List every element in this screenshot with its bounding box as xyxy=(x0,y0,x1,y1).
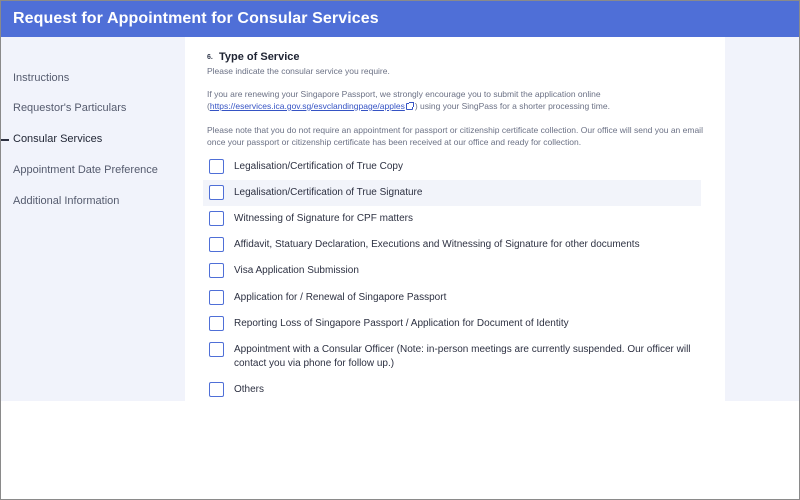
passport-note-before: If you are renewing your Singapore Passport, we strongly encourage you to submit the application online ( xyxy=(207,89,601,111)
header-bar xyxy=(1,1,799,37)
checkbox[interactable] xyxy=(209,263,224,278)
sidebar-item-requestors-particulars[interactable]: Requestor's Particulars xyxy=(13,102,127,114)
option-label: Others xyxy=(234,384,265,395)
form-panel xyxy=(185,37,725,401)
sidebar-item-appointment-date-preference[interactable]: Appointment Date Preference xyxy=(13,164,158,176)
active-indicator xyxy=(1,139,9,141)
checkbox[interactable] xyxy=(209,290,224,305)
checkbox[interactable] xyxy=(209,342,224,357)
option-consular-officer[interactable] xyxy=(203,342,701,370)
checkbox[interactable] xyxy=(209,211,224,226)
option-label: Appointment with a Consular Officer (Note: in-person meetings are currently suspended. Our officer will contact you via phone for follow up.) xyxy=(234,344,691,369)
page-title: Request for Appointment for Consular Services xyxy=(13,10,379,27)
question-title: Type of Service xyxy=(219,51,300,63)
option-label: Legalisation/Certification of True Signature xyxy=(234,187,423,198)
option-cpf-witnessing[interactable] xyxy=(203,211,701,226)
option-true-signature[interactable] xyxy=(203,180,701,206)
passport-note xyxy=(207,88,707,112)
option-true-copy[interactable] xyxy=(203,159,701,174)
checkbox[interactable] xyxy=(209,159,224,174)
checkbox[interactable] xyxy=(209,237,224,252)
collection-note: Please note that you do not require an appointment for passport or citizenship certificate collection. Our office will send you an email once your passport or citizenship certificate has been received at our office and ready for collection. xyxy=(207,125,703,147)
option-label: Legalisation/Certification of True Copy xyxy=(234,161,403,172)
checkbox[interactable] xyxy=(209,382,224,397)
external-link-icon xyxy=(406,103,413,110)
question-number: 6. xyxy=(207,54,213,61)
sidebar-nav xyxy=(1,37,185,401)
sidebar-item-consular-services[interactable]: Consular Services xyxy=(13,133,103,145)
option-others[interactable] xyxy=(203,382,701,397)
option-visa-application[interactable] xyxy=(203,263,701,278)
checkbox[interactable] xyxy=(209,185,224,200)
sidebar-item-additional-information[interactable]: Additional Information xyxy=(13,195,120,207)
option-passport-loss[interactable] xyxy=(203,316,701,331)
sidebar-item-instructions[interactable]: Instructions xyxy=(13,72,70,84)
eservices-link[interactable]: https://eservices.ica.gov.sg/esvclandingpage/apples xyxy=(209,101,405,111)
question-subtitle: Please indicate the consular service you require. xyxy=(207,66,390,76)
passport-note-after: ) using your SingPass for a shorter processing time. xyxy=(414,101,610,111)
option-label: Application for / Renewal of Singapore Passport xyxy=(234,292,447,303)
checkbox[interactable] xyxy=(209,316,224,331)
option-affidavit[interactable] xyxy=(203,237,701,252)
option-label: Reporting Loss of Singapore Passport / Application for Document of Identity xyxy=(234,318,569,329)
option-label: Witnessing of Signature for CPF matters xyxy=(234,213,413,224)
option-label: Visa Application Submission xyxy=(234,265,359,276)
option-passport-renewal[interactable] xyxy=(203,290,701,305)
option-label: Affidavit, Statuary Declaration, Executions and Witnessing of Signature for other documents xyxy=(234,239,640,250)
